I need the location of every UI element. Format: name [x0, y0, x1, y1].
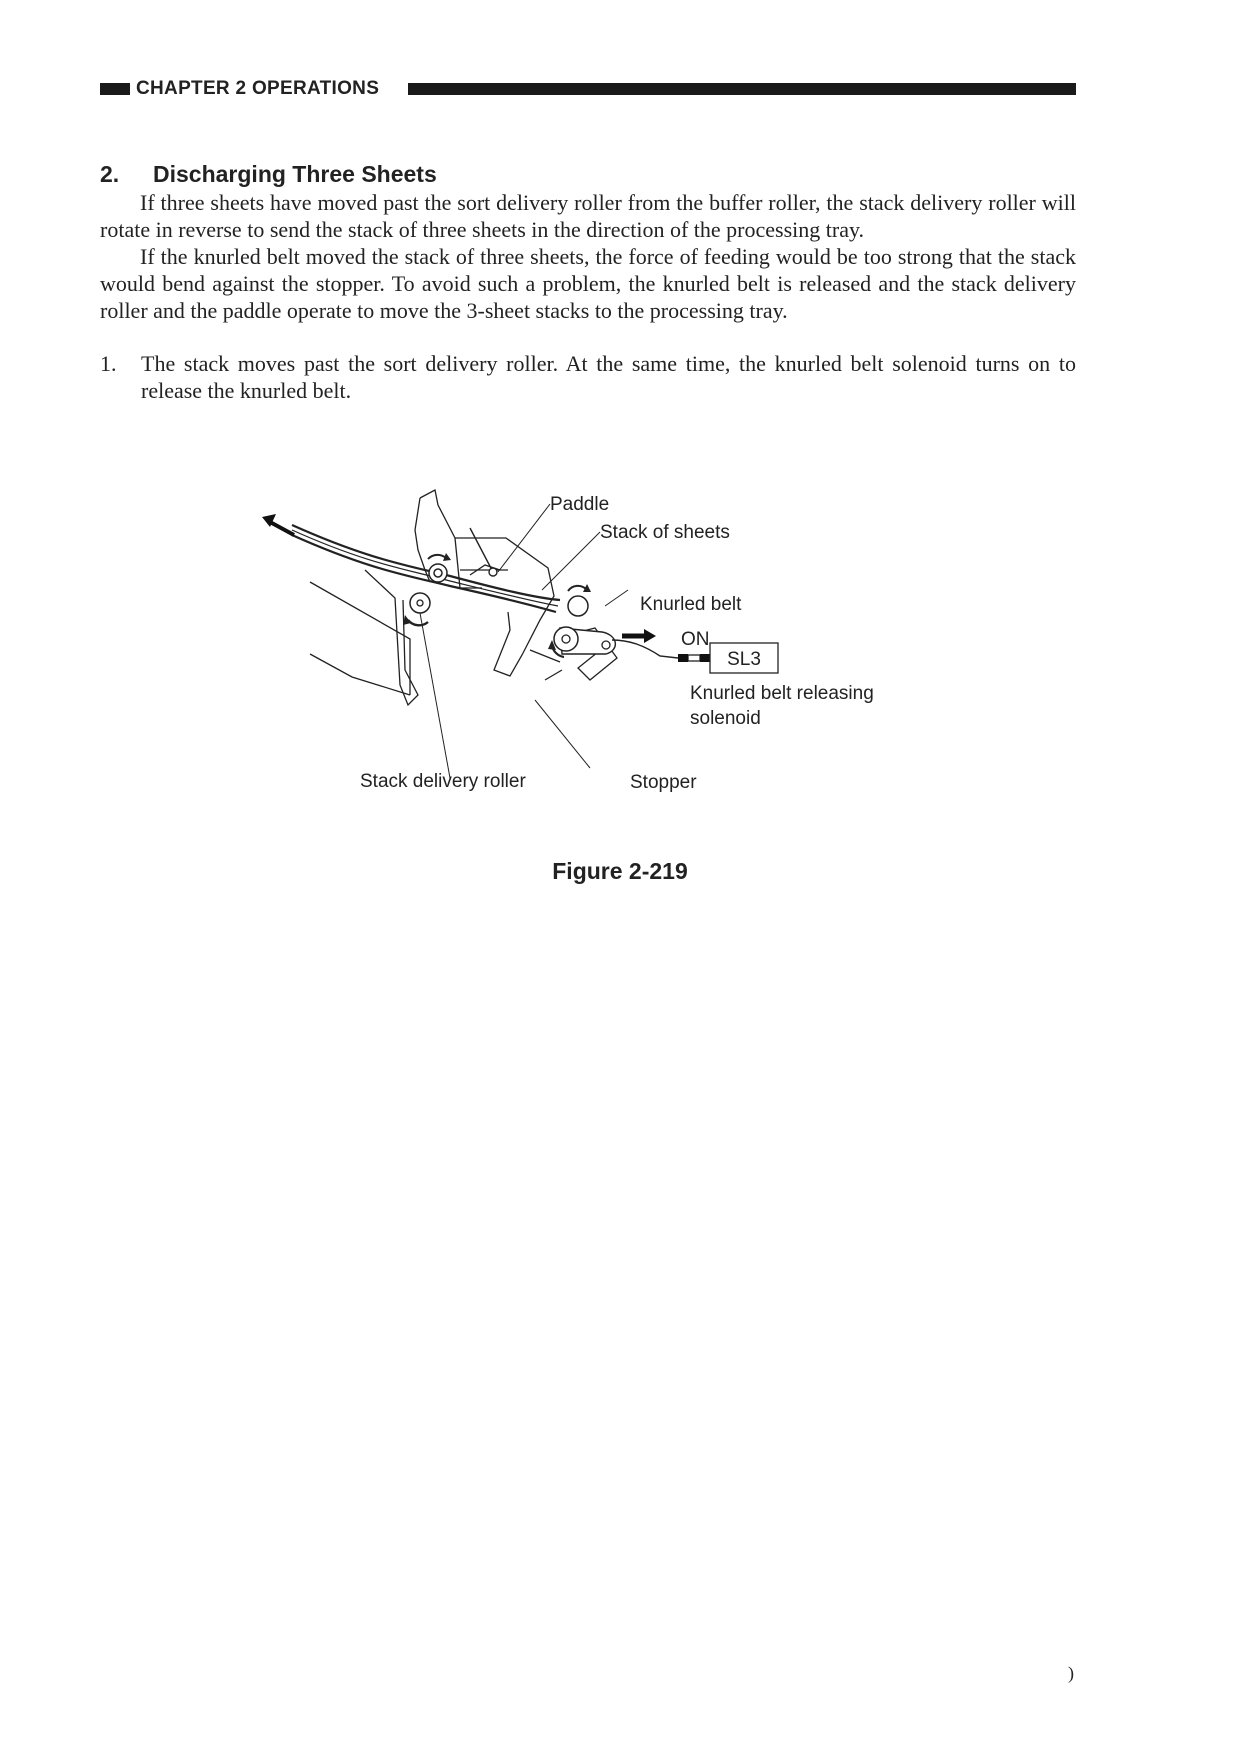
- section-heading: [100, 161, 437, 188]
- paragraph-text: If the knurled belt moved the stack of three sheets, the force of feeding would be too strong that the stack would bend against the stopper. To avoid such a problem, the knurled belt is released and the stack delivery roller and the paddle operate to move the 3-sheet stacks to the processing tray.: [100, 244, 1076, 323]
- stack-delivery-roller: [403, 593, 430, 625]
- label-on: ON: [681, 629, 710, 650]
- mechanism-diagram: [260, 480, 960, 800]
- paddle-lever: [470, 528, 497, 576]
- header-trail-bar: [408, 83, 1076, 95]
- label-knurled-belt: Knurled belt: [640, 594, 742, 615]
- header-lead-bar: [100, 83, 130, 95]
- paddle-roller: [428, 553, 451, 582]
- label-solenoid-line1: Knurled belt releasing: [690, 683, 874, 704]
- paragraph: [100, 243, 1076, 324]
- solenoid-plunger: [678, 654, 710, 662]
- chapter-title: CHAPTER 2 OPERATIONS: [136, 78, 380, 99]
- page-mark: ): [1068, 1663, 1074, 1683]
- label-stopper: Stopper: [630, 772, 697, 793]
- exit-arrow-icon: [262, 514, 294, 535]
- paragraph-text: If three sheets have moved past the sort delivery roller from the buffer roller, the stack delivery roller will rotate in reverse to send the stack of three sheets in the direction of the processing tray.: [100, 190, 1076, 242]
- section-title: Discharging Three Sheets: [153, 161, 437, 187]
- label-stack-delivery-roller: Stack delivery roller: [360, 771, 526, 792]
- label-stack-of-sheets: Stack of sheets: [600, 522, 730, 543]
- chapter-header: [100, 79, 1076, 99]
- buffer-roller: [568, 584, 591, 616]
- label-sl3: SL3: [727, 649, 761, 670]
- step-number: 1.: [100, 351, 117, 376]
- label-solenoid-line2: solenoid: [690, 708, 761, 729]
- step-item: [100, 350, 1076, 404]
- mechanism-figure: [260, 480, 960, 800]
- figure-caption: Figure 2-219: [552, 858, 688, 884]
- diagram-outline: [310, 490, 617, 705]
- paragraph: [100, 189, 1076, 243]
- step-text: The stack moves past the sort delivery roller. At the same time, the knurled belt solenoid turns on to release the knurled belt.: [141, 351, 1076, 403]
- label-paddle: Paddle: [550, 494, 610, 515]
- section-number: 2.: [100, 161, 120, 187]
